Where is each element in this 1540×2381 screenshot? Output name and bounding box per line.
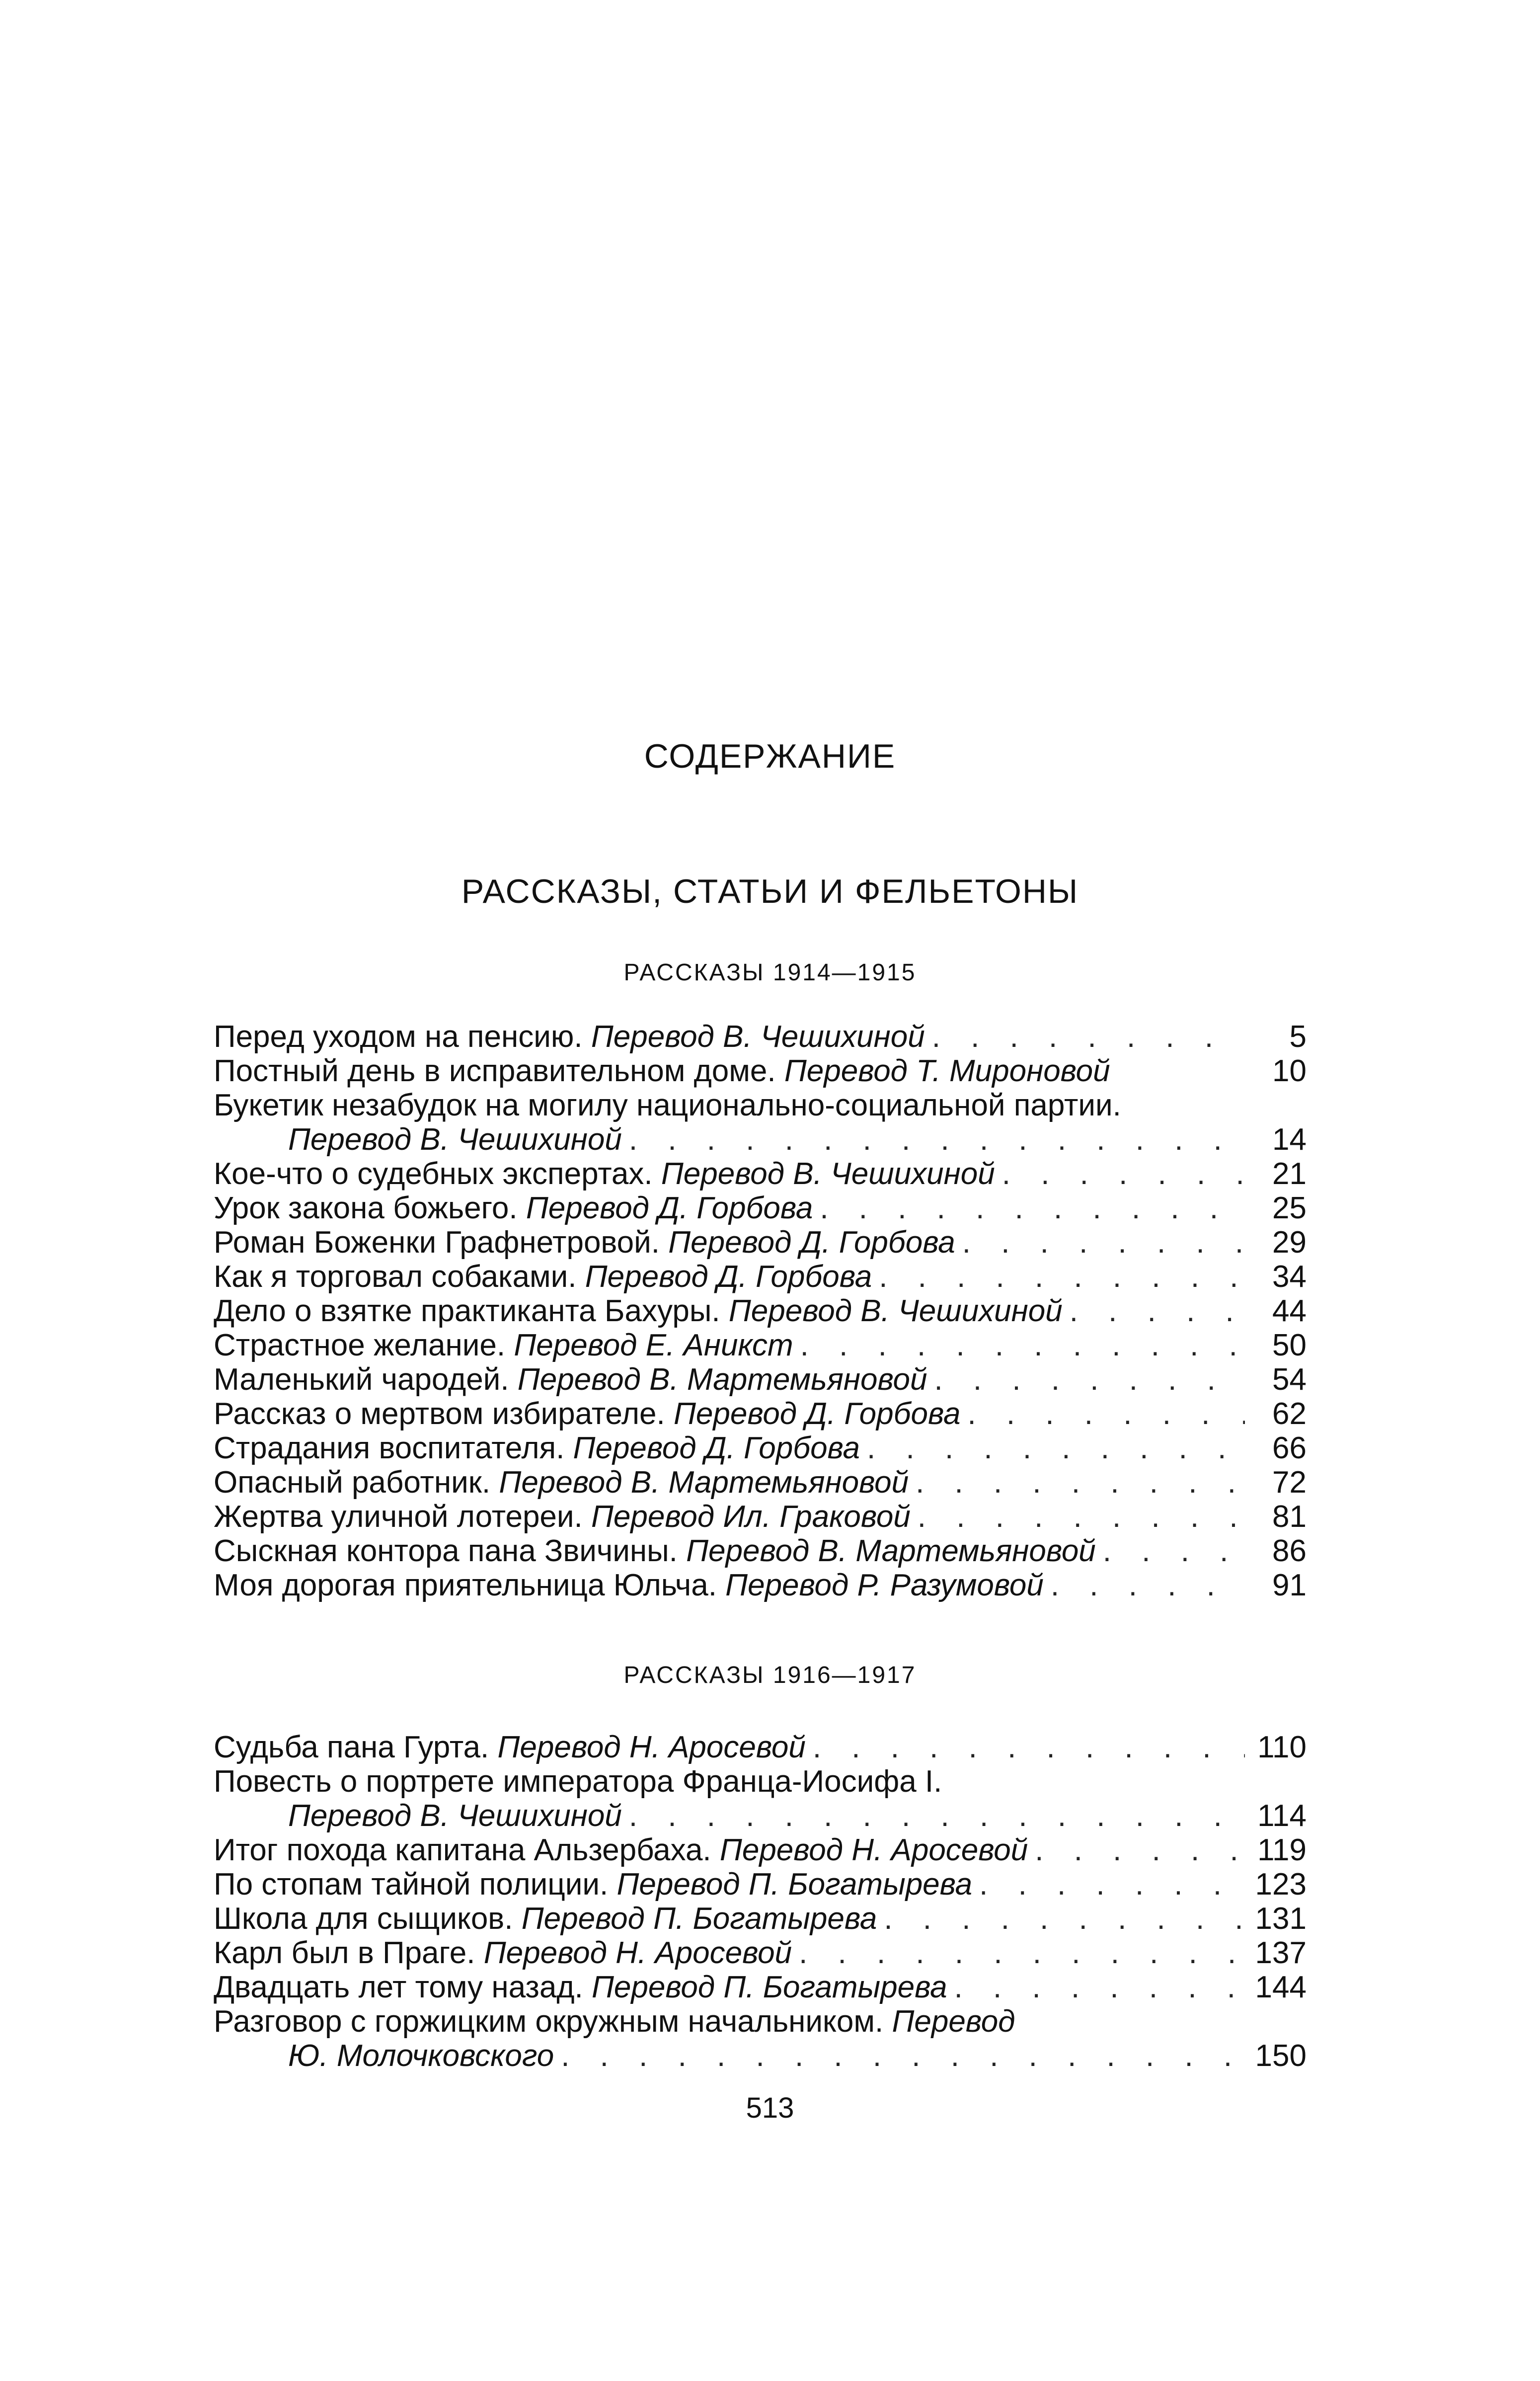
entry-title: Кое-что о судебных экспертах. (214, 1157, 653, 1191)
toc-entry-text (214, 1534, 1096, 1568)
entry-translator: Перевод В. Чешихиной (661, 1157, 995, 1191)
toc-entry-text (214, 1157, 995, 1191)
entry-page: 86 (1272, 1534, 1307, 1568)
entry-page: 21 (1272, 1157, 1307, 1191)
dot-leader (934, 1362, 1245, 1397)
entry-title: Как я торговал собаками. (214, 1260, 577, 1294)
toc-entry-text (214, 1225, 955, 1260)
dot-leader (1035, 1833, 1245, 1867)
entry-page: 150 (1255, 2039, 1307, 2073)
entry-page: 14 (1272, 1122, 1307, 1157)
toc-entry (214, 1020, 1307, 1054)
entry-title: Маленький чародей. (214, 1362, 509, 1397)
toc-entry-text (214, 1362, 927, 1397)
dot-leader (820, 1191, 1245, 1225)
entry-title-line: Букетик незабудок на могилу национально-социальной партии. (214, 1088, 1121, 1122)
entry-page: 66 (1272, 1431, 1307, 1465)
toc-entry (214, 1799, 1307, 1833)
toc-entry-text (214, 1465, 909, 1500)
entry-page: 110 (1257, 1730, 1307, 1764)
dot-leader (1051, 1568, 1245, 1602)
entry-title: Жертва уличной лотереи. (214, 1500, 583, 1534)
entry-page: 54 (1272, 1362, 1307, 1397)
entry-title: Карл был в Праге. (214, 1936, 475, 1970)
entry-page: 114 (1257, 1799, 1307, 1833)
toc-entry-text (214, 1730, 806, 1764)
entry-translator: Перевод П. Богатырева (591, 1970, 947, 2004)
toc-list-1916 (214, 1730, 1307, 2073)
dot-leader (799, 1936, 1245, 1970)
toc-entry (214, 1970, 1307, 2004)
dot-leader (967, 1397, 1245, 1431)
entry-translator: Перевод Р. Разумовой (725, 1568, 1044, 1602)
toc-entry (214, 1534, 1307, 1568)
entry-translator: Перевод В. Чешихиной (728, 1294, 1063, 1328)
entry-translator: Ю. Молочковского (288, 2039, 554, 2073)
entry-page: 137 (1255, 1936, 1307, 1970)
dot-leader (629, 1122, 1245, 1157)
toc-entry (214, 1225, 1307, 1260)
entry-title: Судьба пана Гурта. (214, 1730, 489, 1764)
dot-leader (629, 1799, 1245, 1833)
entry-page: 81 (1272, 1500, 1307, 1534)
toc-entry (214, 1465, 1307, 1500)
toc-entry (214, 1294, 1307, 1328)
toc-entry (214, 2039, 1307, 2073)
entry-page: 91 (1272, 1568, 1307, 1602)
entry-translator: Перевод Н. Аросевой (483, 1936, 792, 1970)
dot-leader (932, 1020, 1245, 1054)
page-number: 513 (746, 2092, 794, 2124)
toc-entry (214, 1328, 1307, 1362)
toc-entry (214, 1936, 1307, 1970)
toc-entry (214, 1902, 1307, 1936)
entry-translator: Перевод П. Богатырева (521, 1902, 877, 1936)
toc-entry (214, 1833, 1307, 1867)
entry-title-line (214, 2004, 1307, 2039)
entry-title: Моя дорогая приятельница Юльча. (214, 1568, 717, 1602)
toc-entry (214, 1122, 1307, 1157)
entry-title: Разговор с горжицким окружным начальником. (214, 2004, 884, 2039)
toc-entry-text (214, 1328, 793, 1362)
toc-entry-text (214, 1568, 1044, 1602)
entry-title: Урок закона божьего. (214, 1191, 518, 1225)
dot-leader (867, 1431, 1245, 1465)
dot-leader (962, 1225, 1245, 1260)
toc-entry-text (214, 1833, 1028, 1867)
entry-translator: Перевод В. Чешихиной (591, 1020, 925, 1054)
entry-page: 119 (1257, 1833, 1307, 1867)
entry-translator: Перевод Т. Мироновой (784, 1054, 1110, 1088)
entry-title: Опасный работник. (214, 1465, 491, 1500)
entry-translator: Перевод Д. Горбова (573, 1431, 860, 1465)
toc-entry-text (214, 1397, 960, 1431)
dot-leader (813, 1730, 1245, 1764)
entry-title: Роман Боженки Графнетровой. (214, 1225, 660, 1260)
entry-title: Перед уходом на пенсию. (214, 1020, 583, 1054)
toc-entry-text (214, 1431, 860, 1465)
toc-entry-text (214, 1020, 925, 1054)
entry-translator: Перевод В. Чешихиной (288, 1799, 622, 1833)
dot-leader (561, 2039, 1245, 2073)
toc-entry-text (214, 1936, 792, 1970)
page-title: СОДЕРЖАНИЕ (644, 737, 896, 775)
dot-leader (879, 1260, 1245, 1294)
toc-entry (214, 1500, 1307, 1534)
toc-entry (214, 1568, 1307, 1602)
entry-translator: Перевод Д. Горбова (585, 1260, 872, 1294)
section-title-1916: РАССКАЗЫ 1916—1917 (623, 1662, 917, 1688)
entry-translator: Перевод Д. Горбова (526, 1191, 813, 1225)
entry-title: Двадцать лет тому назад. (214, 1970, 583, 2004)
entry-translator: Перевод В. Мартемьяновой (517, 1362, 927, 1397)
entry-page: 44 (1272, 1294, 1307, 1328)
entry-translator: Перевод Н. Аросевой (719, 1833, 1028, 1867)
entry-translator: Перевод Н. Аросевой (497, 1730, 806, 1764)
section-title-1914: РАССКАЗЫ 1914—1915 (623, 959, 917, 986)
toc-entry-text (214, 1294, 1063, 1328)
entry-page: 123 (1255, 1867, 1307, 1902)
toc-entry (214, 1730, 1307, 1764)
toc-entry (214, 1157, 1307, 1191)
dot-leader (1070, 1294, 1245, 1328)
entry-page: 144 (1255, 1970, 1307, 2004)
entry-title: Рассказ о мертвом избирателе. (214, 1397, 665, 1431)
toc-entry (214, 1431, 1307, 1465)
dot-leader (918, 1500, 1245, 1534)
entry-page: 131 (1255, 1902, 1307, 1936)
entry-translator: Перевод П. Богатырева (616, 1867, 973, 1902)
entry-title: Школа для сыщиков. (214, 1902, 513, 1936)
entry-title: По стопам тайной полиции. (214, 1867, 609, 1902)
toc-entry-text (214, 1970, 947, 2004)
toc-entry-text (214, 1260, 872, 1294)
toc-entry (214, 1362, 1307, 1397)
entry-title: Сыскная контора пана Звичины. (214, 1534, 678, 1568)
entry-page: 10 (1272, 1054, 1307, 1088)
entry-translator: Перевод Е. Аникст (514, 1328, 793, 1362)
toc-entry (214, 1397, 1307, 1431)
dot-leader (916, 1465, 1245, 1500)
entry-translator: Перевод Д. Горбова (668, 1225, 955, 1260)
dot-leader (954, 1970, 1245, 2004)
entry-title-line: Повесть о портрете императора Франца-Иосифа I. (214, 1764, 942, 1799)
entry-translator: Перевод Д. Горбова (673, 1397, 961, 1431)
entry-page: 25 (1272, 1191, 1307, 1225)
toc-entry-text (214, 1902, 877, 1936)
dot-leader (800, 1328, 1245, 1362)
entry-translator: Перевод В. Мартемьяновой (686, 1534, 1096, 1568)
entry-page: 62 (1272, 1397, 1307, 1431)
toc-entry-text (214, 1191, 813, 1225)
entry-title: Итог похода капитана Альзербаха. (214, 1833, 711, 1867)
entry-translator-lead: Перевод (892, 2004, 1015, 2039)
entry-title: Дело о взятке практиканта Бахуры. (214, 1294, 720, 1328)
entry-translator: Перевод В. Мартемьяновой (499, 1465, 909, 1500)
entry-translator: Перевод Ил. Граковой (591, 1500, 911, 1534)
dot-leader (1002, 1157, 1245, 1191)
entry-page: 29 (1272, 1225, 1307, 1260)
entry-page: 72 (1272, 1465, 1307, 1500)
entry-page: 50 (1272, 1328, 1307, 1362)
toc-entry (214, 1191, 1307, 1225)
entry-translator: Перевод В. Чешихиной (288, 1122, 622, 1157)
toc-entry-text (214, 1500, 911, 1534)
entry-page: 34 (1272, 1260, 1307, 1294)
toc-entry (214, 1054, 1307, 1088)
entry-title: Страстное желание. (214, 1328, 506, 1362)
dot-leader (884, 1902, 1245, 1936)
toc-entry (214, 1260, 1307, 1294)
toc-entry-text (214, 1867, 972, 1902)
entry-title: Постный день в исправительном доме. (214, 1054, 776, 1088)
entry-title: Страдания воспитателя. (214, 1431, 565, 1465)
dot-leader (1103, 1534, 1245, 1568)
toc-entry (214, 1867, 1307, 1902)
entry-page: 5 (1289, 1020, 1307, 1054)
toc-list-1914 (214, 1020, 1307, 1602)
part-title: РАССКАЗЫ, СТАТЬИ И ФЕЛЬЕТОНЫ (461, 873, 1079, 910)
dot-leader (979, 1867, 1245, 1902)
toc-entry-text (214, 1054, 1110, 1088)
